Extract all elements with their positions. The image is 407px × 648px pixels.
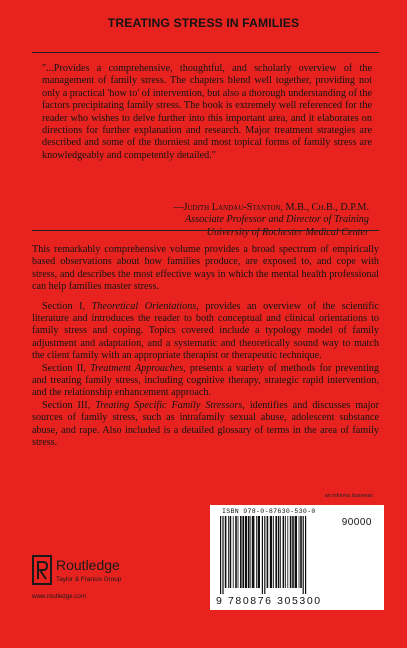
barcode-bar	[305, 516, 306, 594]
barcode-bar	[222, 516, 223, 594]
publisher-group: Taylor & Francis Group	[56, 576, 122, 583]
barcode-bar	[250, 516, 251, 588]
description-intro: This remarkably comprehensive volume provides a broad spectrum of empirically based observations about how families produce, are exposed to, and cope with stress, and describes the most effective ways in which the mental health professional can help families master stress.	[32, 244, 379, 293]
barcode-bar	[275, 516, 277, 588]
attribution-role: Associate Professor and Director of Training	[184, 214, 369, 226]
section-1-lead: Section I,	[42, 300, 92, 312]
divider-middle	[32, 230, 379, 231]
routledge-logo-icon	[32, 555, 52, 585]
description-section-3	[32, 400, 379, 450]
barcode-bar	[270, 516, 272, 588]
price-code: 90000	[341, 517, 372, 528]
barcode-bar	[230, 516, 232, 588]
barcode-bar	[303, 516, 304, 594]
section-2-text: , presents a variety of methods for preventing and treating family stress, including cognitive therapy, strategic rapid intervention, and the relationship enhancement approach.	[32, 362, 379, 399]
barcode-bar	[240, 516, 242, 588]
barcode-bar	[238, 516, 239, 588]
section-3-lead: Section III,	[42, 399, 96, 411]
barcode-bar	[228, 516, 229, 588]
barcode-bar	[264, 516, 265, 594]
barcode-panel	[210, 505, 384, 610]
attribution-affiliation: University of Rochester Medical Center	[206, 226, 369, 238]
barcode-bar	[280, 516, 281, 588]
attribution-name: —Judith Landau-Stanton, M.B., Ch.B., D.P.M.	[173, 202, 369, 213]
endorsement-attribution	[173, 202, 369, 239]
section-1-text: , provides an overview of the scientific literature and introduces the reader to both conceptual and clinical orientations to family stress and coping. Topics covered include a typology model of family adjustment and adaptation, and a systematic and theoretically sound way to match the client family with an appropriate therapist or therapeutic technique.	[32, 300, 379, 362]
barcode-bar	[242, 516, 244, 588]
divider-top	[32, 52, 379, 53]
description-section-2	[32, 363, 379, 400]
endorsement-quote: "...Provides a comprehensive, thoughtful, and scholarly overview of the management of family stress. The chapters blend well together, providing not only a practical 'how to' of intervention, but also a thorough understanding of the factors precipitating family stress. The book is extremely well referenced for the reader who wishes to delve further into this important area, and it elaborates on directions for further explanation and research. Major treatment strategies are described and some of the thorniest and most topical forms of family stress are knowledgeably and competently detailed."	[42, 63, 372, 161]
barcode-bar	[273, 516, 274, 588]
barcode-bar	[258, 516, 260, 588]
barcode-bar	[248, 516, 250, 588]
barcode-bar	[225, 516, 227, 588]
barcode-bar	[245, 516, 247, 588]
barcode-bar	[233, 516, 234, 588]
barcode-bar	[235, 516, 237, 588]
barcode-bar	[299, 516, 300, 588]
barcode-bar	[262, 516, 263, 594]
barcode-bar	[295, 516, 297, 588]
section-3-title: Treating Specific Family Stressors	[95, 399, 243, 411]
section-1-title: Theoretical Orientations	[91, 300, 197, 312]
barcode-bar	[283, 516, 285, 588]
publisher-name: Routledge	[56, 557, 120, 573]
barcode-bar	[300, 516, 302, 588]
barcode-bar	[252, 516, 254, 588]
barcode-bar	[220, 516, 221, 594]
isbn-number: 9 780876 305300	[216, 595, 322, 607]
section-3-text: , identifies and discusses major sources of family stress, such as intrafamily sexual abuse, adolescent substance abuse, and rape. Also included is a detailed glossary of terms in the area of family stress.	[32, 399, 379, 449]
barcode-graphic	[216, 516, 378, 596]
barcode-bar	[278, 516, 280, 588]
section-2-lead: Section II,	[42, 362, 91, 374]
barcode-bar	[267, 516, 269, 588]
barcode-bar	[290, 516, 292, 588]
barcode-bar	[287, 516, 288, 588]
publisher-url: www.routledge.com	[32, 593, 86, 600]
barcode-bar	[256, 516, 257, 588]
book-description	[32, 244, 379, 450]
isbn-label: ISBN 978-0-87630-530-0	[222, 508, 316, 515]
description-section-1	[32, 301, 379, 363]
section-2-title: Treatment Approaches	[90, 362, 184, 374]
barcode-bar	[285, 516, 286, 588]
page-title: TREATING STRESS IN FAMILIES	[107, 16, 300, 30]
informa-tagline: an informa business	[324, 493, 373, 499]
barcode-bar	[292, 516, 294, 588]
